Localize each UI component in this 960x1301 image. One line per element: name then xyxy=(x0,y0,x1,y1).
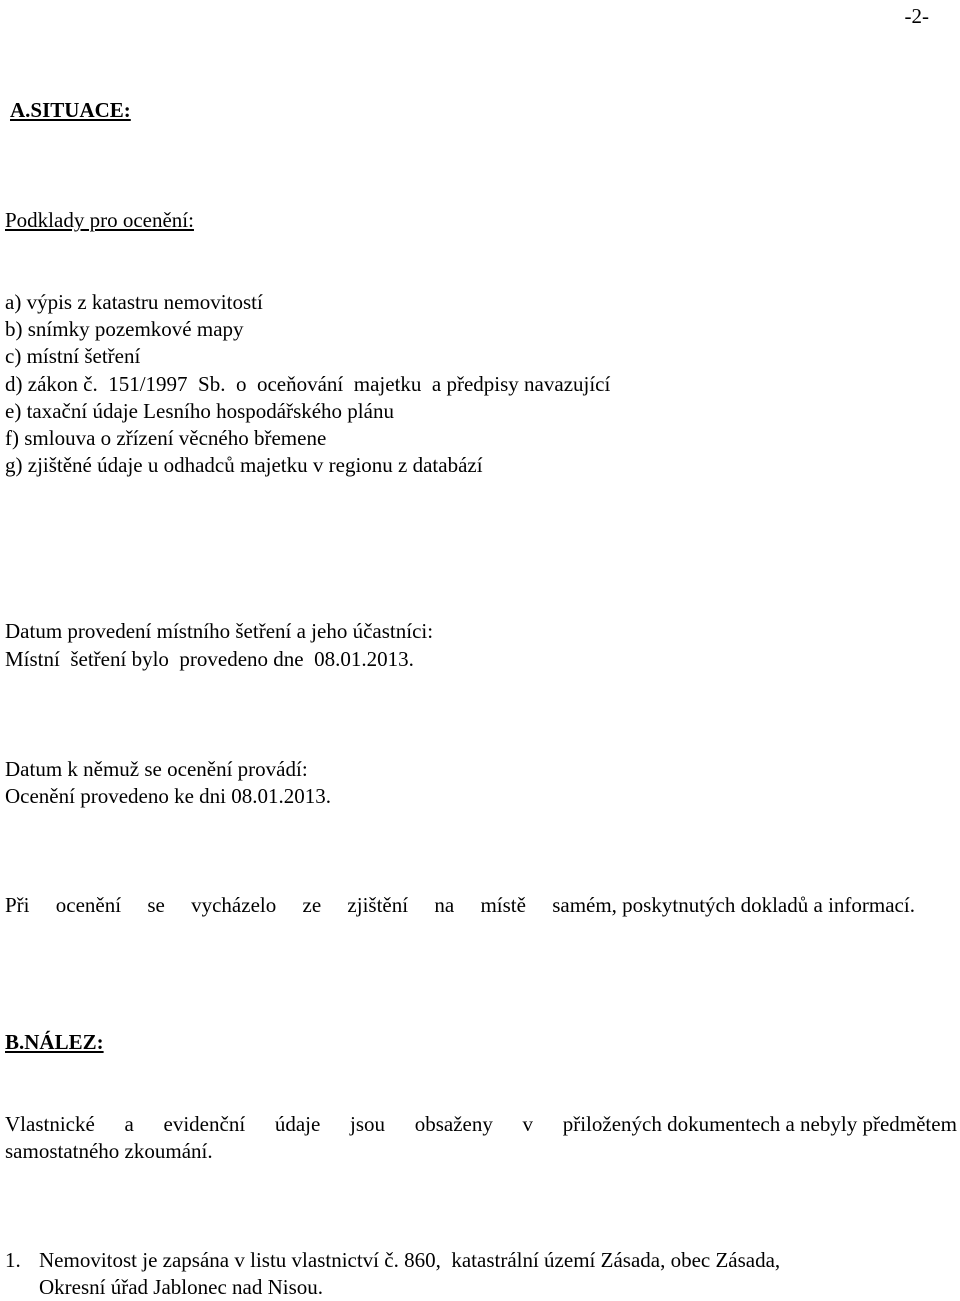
ownership-word: v xyxy=(522,1112,534,1136)
sources-word: se xyxy=(147,893,165,917)
sources-word: samém, poskytnutých dokladů a informací. xyxy=(552,893,915,917)
item-line-1: Nemovitost je zapsána v listu vlastnictví č. 860, katastrální území Zásada, obec Zásada, xyxy=(39,1248,781,1272)
sources-word: místě xyxy=(480,893,526,917)
valuation-date-label: Datum k němuž se ocenění provádí: xyxy=(5,757,308,781)
ownership-word: přiložených dokumentech a nebyly předmětem xyxy=(562,1112,957,1136)
list-item: e) taxační údaje Lesního hospodářského plánu xyxy=(5,399,394,423)
list-item: b) snímky pozemkové mapy xyxy=(5,317,244,341)
valuation-date-text: Ocenění provedeno ke dni 08.01.2013. xyxy=(5,784,332,808)
list-item: d) zákon č. 151/1997 Sb. o oceňování majetku a předpisy navazující xyxy=(5,372,611,396)
ownership-line-2: samostatného zkoumání. xyxy=(5,1139,213,1163)
sources-word: Při xyxy=(5,893,30,917)
ownership-line-1 xyxy=(5,1111,957,1138)
ownership-word: údaje xyxy=(274,1112,321,1136)
list-item: c) místní šetření xyxy=(5,344,141,368)
basis-label: Podklady pro ocenění: xyxy=(5,208,194,232)
sources-word: ocenění xyxy=(55,893,122,917)
sources-paragraph xyxy=(5,892,915,919)
item-number: 1. xyxy=(5,1248,21,1272)
sources-word: ze xyxy=(302,893,322,917)
ownership-word: Vlastnické xyxy=(5,1112,95,1136)
list-item: f) smlouva o zřízení věcného břemene xyxy=(5,426,327,450)
list-item: g) zjištěné údaje u odhadců majetku v regionu z databází xyxy=(5,453,483,477)
inspection-label: Datum provedení místního šetření a jeho účastníci: xyxy=(5,619,434,643)
sources-word: zjištění xyxy=(347,893,409,917)
ownership-word: jsou xyxy=(350,1112,386,1136)
item-line-2: Okresní úřad Jablonec nad Nisou. xyxy=(39,1275,324,1299)
ownership-word: obsaženy xyxy=(414,1112,493,1136)
ownership-word: evidenční xyxy=(163,1112,246,1136)
section-b-heading: B.NÁLEZ: xyxy=(5,1030,104,1054)
inspection-text: Místní šetření bylo provedeno dne 08.01.2013. xyxy=(5,647,414,671)
list-item: a) výpis z katastru nemovitostí xyxy=(5,290,263,314)
page-number: -2- xyxy=(904,4,929,28)
sources-word: na xyxy=(434,893,455,917)
section-a-heading: A.SITUACE: xyxy=(10,98,131,122)
ownership-word: a xyxy=(124,1112,134,1136)
sources-word: vycházelo xyxy=(191,893,277,917)
